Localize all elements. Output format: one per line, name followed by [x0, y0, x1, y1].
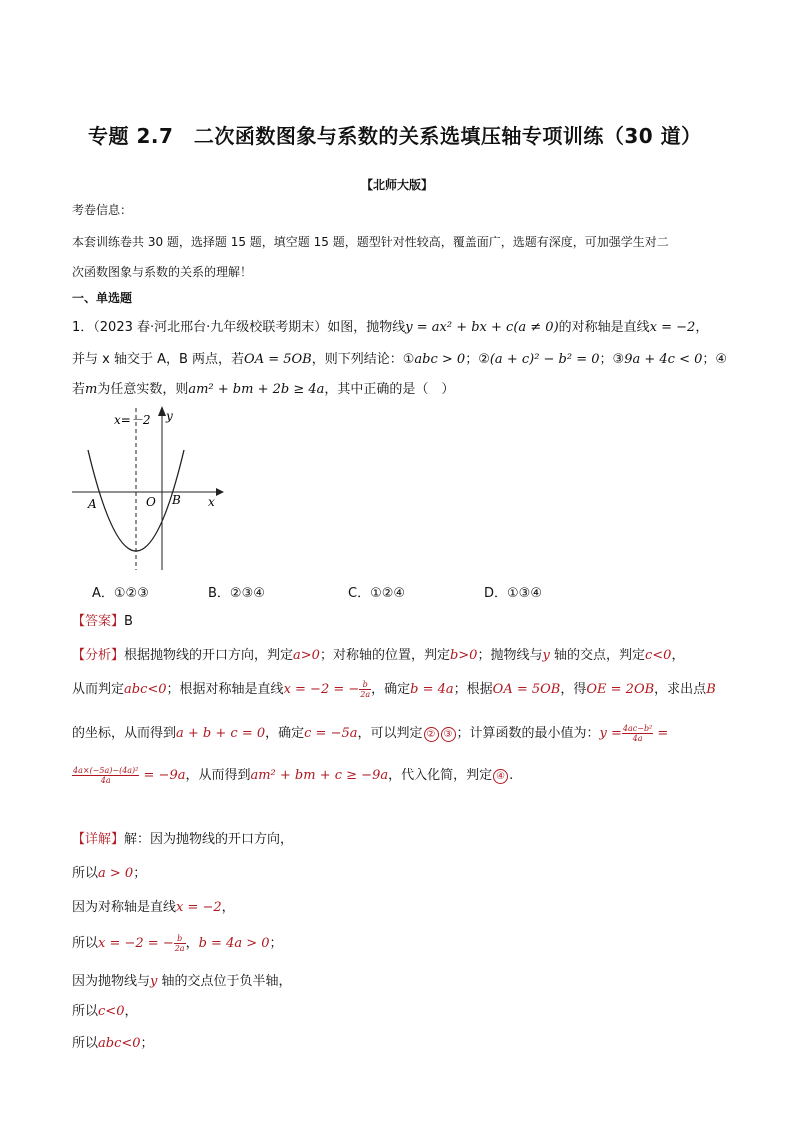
answer-line	[72, 612, 133, 632]
option-c: C．①②④	[348, 586, 406, 601]
math-expr: c<0	[644, 648, 672, 663]
question-text: ，其中正确的是（ ）	[324, 382, 455, 397]
math-expr: c<0	[98, 1004, 125, 1019]
math-expr: OE = 2OB	[586, 682, 655, 697]
analysis-text: ；根据	[453, 682, 493, 697]
option-d: D．①③④	[484, 586, 542, 601]
analysis-text: ；抛物线与	[477, 648, 543, 663]
oa-formula: OA = 5OB	[244, 352, 312, 367]
circled-number: ④	[493, 769, 508, 784]
fraction	[174, 934, 186, 953]
detail-line-2	[72, 864, 146, 884]
math-expr: a>0	[293, 648, 320, 663]
fraction-denominator: 2a	[360, 690, 371, 699]
analysis-text: .	[509, 768, 514, 783]
answer-label: 【答案】	[72, 614, 125, 629]
math-expr: abc<0	[98, 1036, 141, 1051]
edition-label: 【北师大版】	[360, 178, 433, 192]
detail-line-6	[72, 1002, 137, 1022]
detail-text: 所以	[72, 1036, 99, 1051]
question-line-3	[72, 380, 454, 400]
page-title: 专题 2.7 二次函数图象与系数的关系选填压轴专项训练（30 道）	[88, 124, 702, 148]
detail-text: ；	[140, 1036, 154, 1051]
fraction-denominator: 4a	[632, 734, 643, 743]
math-expr: y	[542, 648, 550, 663]
detail-text: ；	[133, 866, 147, 881]
analysis-text: ，代入化简，判定	[388, 768, 493, 783]
fraction	[359, 680, 371, 699]
y-axis-arrow	[158, 406, 166, 416]
detail-line-4	[72, 934, 283, 954]
fraction	[72, 766, 139, 785]
question-text: 并与 x 轴交于 A，B 两点，若	[72, 352, 245, 367]
detail-text: ，	[124, 1004, 138, 1019]
detail-text: 解：因为抛物线的开口方向，	[124, 832, 294, 847]
fraction	[622, 724, 653, 743]
origin-label: O	[146, 495, 156, 509]
analysis-line-1	[72, 646, 684, 666]
math-expr: = −9a	[139, 768, 186, 783]
fraction-denominator: 4a	[100, 776, 111, 785]
conclusion-1: abc > 0	[414, 352, 466, 367]
question-text: 若	[72, 382, 86, 397]
fraction-numerator: 4a×(−5a)−(4a)²	[73, 766, 139, 775]
question-text: 为任意实数，则	[97, 382, 189, 397]
question-line-1	[72, 318, 708, 338]
detail-line-1	[72, 830, 293, 850]
parabola-formula: y = ax² + bx + c(a ≠ 0)	[405, 320, 559, 335]
math-expr: am² + bm + c ≥ −9a	[250, 768, 389, 783]
math-expr: B	[706, 682, 716, 697]
analysis-line-2	[72, 680, 716, 700]
analysis-text: ，从而得到	[185, 768, 251, 783]
fraction-denominator: 2a	[174, 944, 185, 953]
question-number: 1．	[72, 320, 94, 335]
m-variable: m	[85, 382, 98, 397]
fraction-numerator: b	[174, 934, 186, 944]
detail-line-3	[72, 898, 235, 918]
conclusion-4: am² + bm + 2b ≥ 4a	[188, 382, 325, 397]
analysis-text: ，确定	[265, 726, 305, 741]
analysis-text: ；根据对称轴是直线	[166, 682, 284, 697]
conclusion-3-marker: ③	[612, 352, 625, 367]
analysis-text: 从而判定	[72, 682, 125, 697]
math-expr: y	[150, 974, 158, 989]
detail-label: 【详解】	[72, 832, 125, 847]
symmetry-axis-label: x=－2	[114, 413, 151, 427]
analysis-text: ，可以判定	[357, 726, 423, 741]
detail-text: 因为对称轴是直线	[72, 900, 177, 915]
fraction-numerator: b	[359, 680, 371, 690]
math-expr: =	[653, 726, 669, 741]
analysis-line-3	[72, 724, 668, 744]
analysis-text: 轴的交点，判定	[549, 648, 645, 663]
math-expr: y =	[599, 726, 622, 741]
point-b-label: B	[172, 493, 181, 507]
detail-text: ，	[221, 900, 235, 915]
question-text: ，	[695, 320, 709, 335]
conclusion-1-marker: ①	[402, 352, 415, 367]
circled-number: ②	[424, 727, 439, 742]
analysis-text: 根据抛物线的开口方向，判定	[124, 648, 294, 663]
fraction-numerator: 4ac−b²	[622, 724, 653, 733]
point-a-label: A	[88, 497, 97, 511]
analysis-text: ；计算函数的最小值为：	[456, 726, 600, 741]
option-a: A．①②③	[92, 586, 149, 601]
question-line-2: 并与 x 轴交于 A，B 两点，若OA = 5OB，则下列结论：①abc > 0；②(a + c)² − b² = 0；③9a + 4c < 0；④	[72, 352, 728, 367]
detail-text: 轴的交点位于负半轴，	[157, 974, 292, 989]
x-axis-arrow	[216, 488, 224, 496]
math-expr: abc<0	[124, 682, 167, 697]
circled-number: ③	[441, 727, 456, 742]
conclusion-2: (a + c)² − b² = 0	[489, 352, 600, 367]
question-text: ，则下列结论：	[311, 352, 403, 367]
math-expr: c = −5a	[304, 726, 358, 741]
detail-text: 所以	[72, 1004, 99, 1019]
math-expr: OA = 5OB	[492, 682, 561, 697]
conclusion-2-marker: ②	[478, 352, 490, 367]
option-b: B．②③④	[208, 586, 265, 601]
math-expr: b = 4a > 0	[198, 936, 270, 951]
question-source: （2023 春·河北邢台·九年级校联考期末）	[93, 320, 328, 335]
analysis-text: 的坐标，从而得到	[72, 726, 177, 741]
detail-text: 所以	[72, 866, 99, 881]
math-expr: x = −2 = −	[98, 936, 174, 951]
detail-text: 因为抛物线与	[72, 974, 151, 989]
math-expr: x = −2 = −	[283, 682, 360, 697]
analysis-text: ，求出点	[654, 682, 707, 697]
conclusion-4-marker: ④	[715, 352, 728, 367]
intro-line-2: 次函数图象与系数的关系的理解！	[72, 265, 253, 279]
y-axis-label: y	[166, 409, 173, 423]
analysis-label: 【分析】	[72, 648, 125, 663]
section-heading: 一、单选题	[72, 291, 133, 305]
detail-text: ，	[185, 936, 199, 951]
analysis-text: ，确定	[371, 682, 411, 697]
intro-line-1: 本套训练卷共 30 题，选择题 15 题，填空题 15 题，题型针对性较高，覆盖面广，选题有深度，可加强学生对二	[72, 235, 669, 249]
exam-info-label: 考卷信息：	[72, 203, 133, 217]
detail-text: 所以	[72, 936, 99, 951]
analysis-text: ，得	[560, 682, 587, 697]
parabola-figure	[66, 402, 236, 572]
math-expr: a > 0	[98, 866, 134, 881]
analysis-line-4	[72, 766, 513, 786]
math-expr: a + b + c = 0	[176, 726, 266, 741]
x-axis-label: x	[208, 495, 215, 509]
math-expr: x = −2	[176, 900, 222, 915]
analysis-text: ；对称轴的位置，判定	[319, 648, 450, 663]
question-text: 的对称轴是直线	[558, 320, 650, 335]
detail-line-5	[72, 972, 292, 992]
answer-value: B	[124, 614, 133, 629]
axis-formula: x = −2	[649, 320, 696, 335]
analysis-text: ，	[671, 648, 685, 663]
conclusion-3: 9a + 4c < 0	[624, 352, 703, 367]
detail-text: ；	[269, 936, 283, 951]
detail-line-7	[72, 1034, 154, 1054]
question-text: 如图，抛物线	[327, 320, 406, 335]
math-expr: b = 4a	[410, 682, 454, 697]
math-expr: b>0	[449, 648, 478, 663]
